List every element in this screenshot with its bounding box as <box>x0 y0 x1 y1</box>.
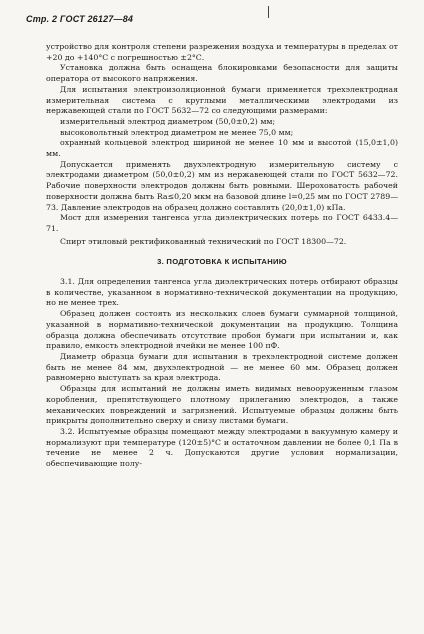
paragraph: устройство для контроля степени разрежения воздуха и температуры в пределах от +20 до +140°С с погрешностью ±2°С. <box>46 42 398 62</box>
paragraph: Диаметр образца бумаги для испытания в трехэлектродной системе должен быть не менее 84 мм, двухэлектродной — не менее 60 мм. Образец должен равномерно выступать за края электрода. <box>46 351 398 383</box>
list-item: высоковольтный электрод диаметром не менее 75,0 мм; <box>60 127 294 137</box>
document-body <box>46 42 398 470</box>
paragraph: 3.2. Испытуемые образцы помещают между электродами в вакуумную камеру и нормализуют при температуре (120±5)°С и остаточном давлении не более 0,1 Па в течение не менее 2 ч. Допускаются другие условия нормализации, обеспечивающие полу- <box>46 426 398 469</box>
paragraph: Образцы для испытаний не должны иметь видимых невооруженным глазом коробления, препятствующего плотному прилеганию электродов, а также механических повреждений и загрязнений. Испытуемые образцы должны быть прикрыты дополнительно сверху и снизу листами бумаги. <box>46 384 398 426</box>
paragraph: Спирт этиловый ректификованный технический по ГОСТ 18300—72. <box>60 236 347 246</box>
paragraph: Установка должна быть оснащена блокировками безопасности для защиты оператора от высокого напряжения. <box>46 63 398 84</box>
paragraph: Для испытания электроизоляционной бумаги применяется трехэлектродная измерительная система с круглыми металлическими электродами из нержавеющей стали по ГОСТ 5632—72 со следующими размерами: <box>46 84 398 116</box>
paragraph: 3.1. Для определения тангенса угла диэлектрических потерь отбирают образцы в количестве, указанном в нормативно-технической документации на продукцию, но не менее трех. <box>46 277 398 308</box>
section-title: 3. ПОДГОТОВКА К ИСПЫТАНИЮ <box>157 257 287 267</box>
list-item: измерительный электрод диаметром (50,0±0,2) мм; <box>60 116 276 126</box>
paragraph: Образец должен состоять из нескольких слоев бумаги суммарной толщиной, указанной в нормативно-технической документации на продукцию. Толщина образца должна обеспечивать отсутствие пробоя бумаги при испытании и, как правило, емкость электродной ячейки не менее 100 пФ. <box>46 309 398 351</box>
page-header: Стр. 2 ГОСТ 26127—84 <box>26 14 134 24</box>
margin-tick-mark <box>268 6 269 18</box>
paragraph: Допускается применять двухэлектродную измерительную систему с электродами диаметром (50,0±0,2) мм из нержавеющей стали по ГОСТ 5632—72. Рабочие поверхности электродов должны быть ровными. Шероховатость рабочей поверхности должна быть Ra≤0,20 мкм на базовой длине l=0,25 мм по ГОСТ 2789—73. Давление электродов на образец должно составлять (20,0±1,0) кПа. <box>46 159 398 212</box>
list-item: охранный кольцевой электрод шириной не менее 10 мм и высотой (15,0±1,0) мм. <box>46 138 398 159</box>
paragraph: Мост для измерения тангенса угла диэлектрических потерь по ГОСТ 6433.4—71. <box>46 213 398 233</box>
